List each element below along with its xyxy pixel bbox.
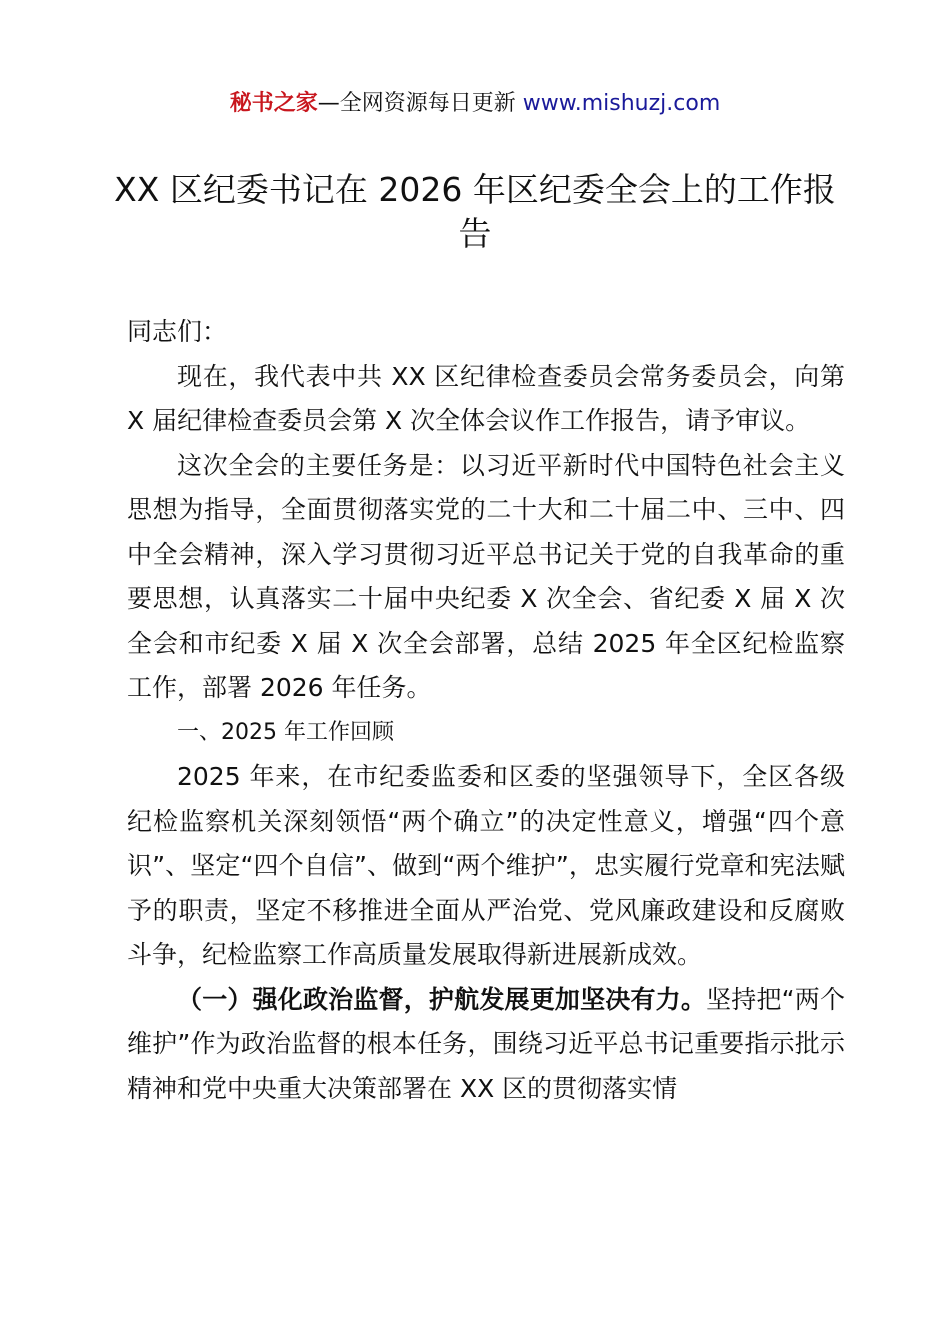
section-heading: 一、2025 年工作回顾 <box>177 719 394 745</box>
site-url-link[interactable]: www.mishuzj.com <box>522 91 721 116</box>
paragraph: 现在，我代表中共 XX 区纪律检查委员会常务委员会，向第 X 届纪律检查委员会第 X 次全体会议作工作报告，请予审议。 <box>127 361 845 435</box>
paragraph: 2025 年来，在市纪委监委和区委的坚强领导下，全区各级纪检监察机关深刻领悟“两个确立”的决定性意义，增强“四个意识”、坚定“四个自信”、做到“两个维护”，忠实履行党章和宪法赋予的职责，坚定不移推进全面从严治党、党风廉政建设和反腐败斗争，纪检监察工作高质量发展取得新进展新成效。 <box>127 762 845 969</box>
site-tagline: —全网资源每日更新 <box>317 91 523 116</box>
subsection-text: 坚持把“两个维护”作为政治监督的根本任务，围绕习近平总书记重要指示批示精神和党中央重大决策部署在 XX 区的贯彻落实情 <box>127 984 845 1103</box>
paragraph: 这次全会的主要任务是：以习近平新时代中国特色社会主义思想为指导，全面贯彻落实党的二十大和二十届二中、三中、四中全会精神，深入学习贯彻习近平总书记关于党的自我革命的重要思想，认真落实二十届中央纪委 X 次全会、省纪委 X 届 X 次全会和市纪委 X 届 X 次全会部署，总结 2025 年全区纪检监察工作，部署 2026 年任务。 <box>127 450 845 702</box>
brand-name: 秘书之家 <box>229 91 318 116</box>
document-body <box>127 310 845 1111</box>
site-header <box>0 88 950 120</box>
subsection-heading: （一）强化政治监督，护航发展更加坚决有力。 <box>177 984 707 1014</box>
subsection-paragraph <box>127 978 845 1112</box>
salutation: 同志们： <box>127 317 228 346</box>
document-title: XX 区纪委书记在 2026 年区纪委全会上的工作报告 <box>114 170 836 253</box>
